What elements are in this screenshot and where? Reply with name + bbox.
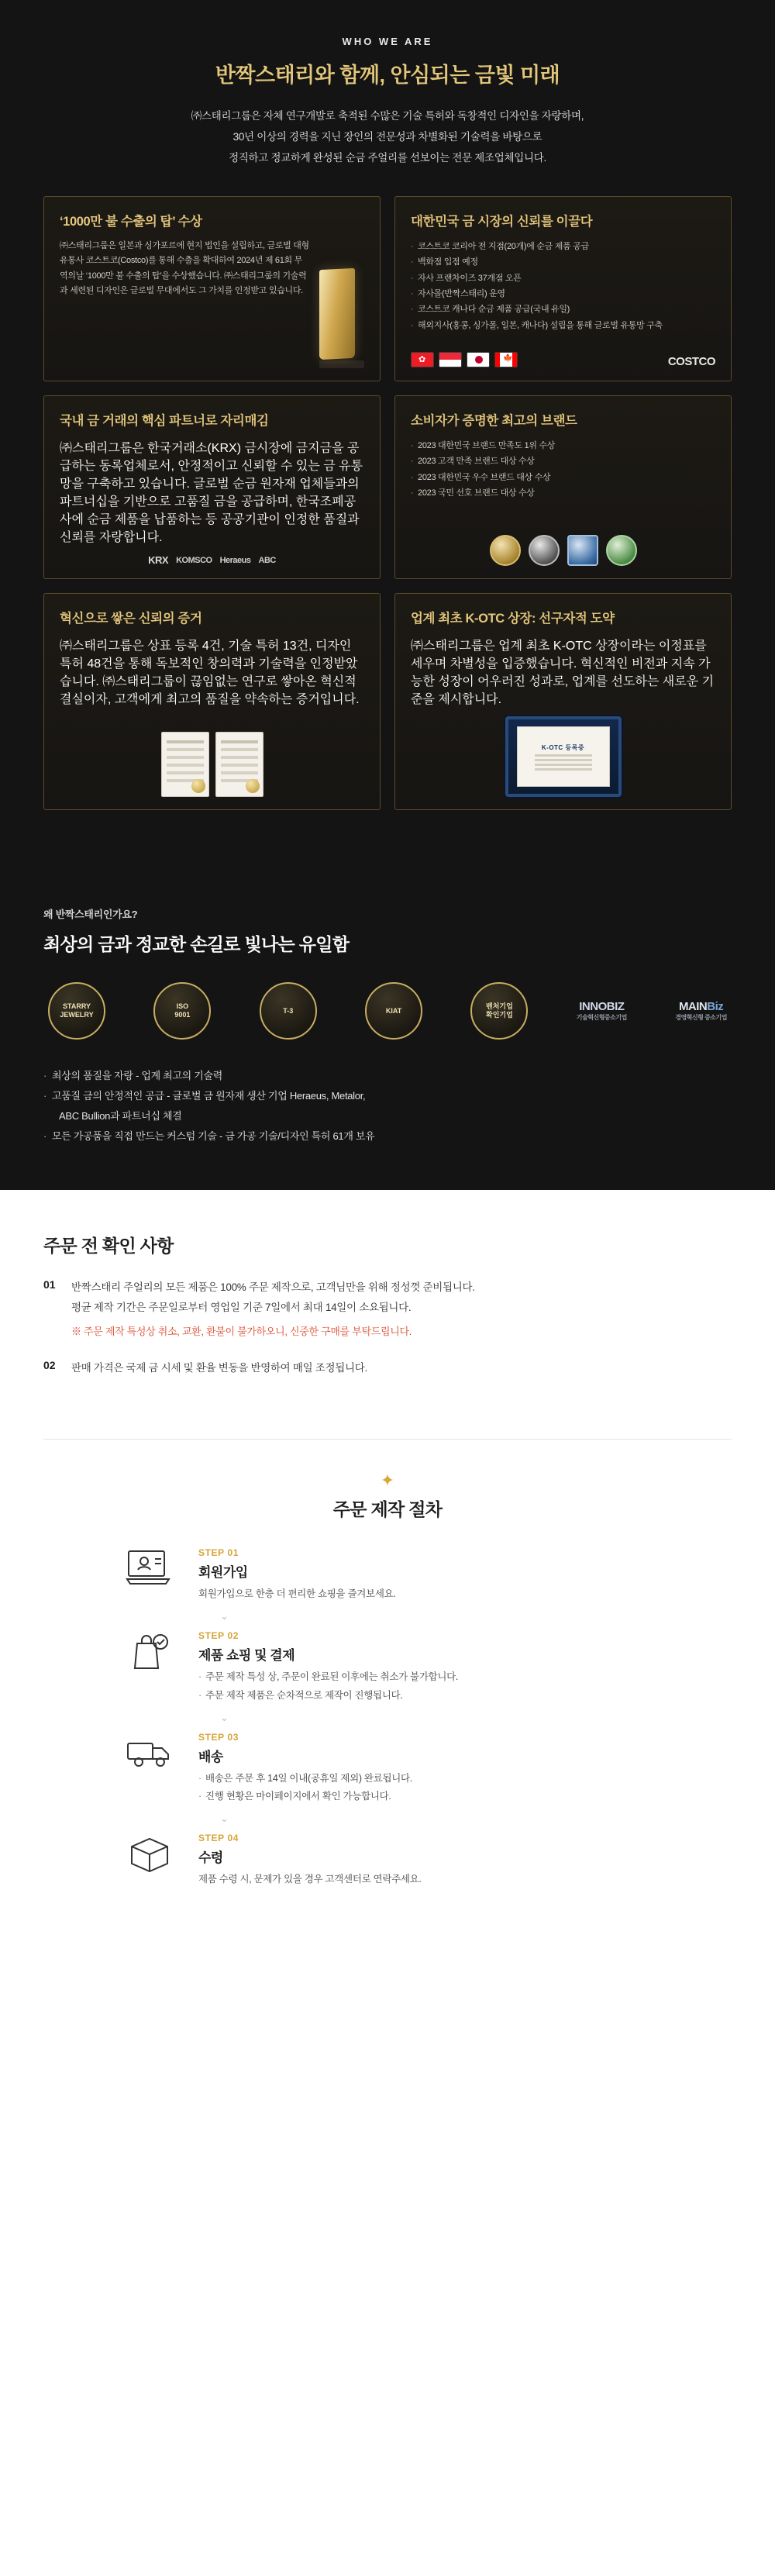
step-name: 수령 bbox=[198, 1850, 223, 1866]
notice-section bbox=[0, 1190, 775, 1419]
list-item: · 2023 대한민국 우수 브랜드 대상 수상 bbox=[411, 470, 715, 485]
step-name: 제품 쇼핑 및 결제 bbox=[198, 1648, 295, 1664]
why-points-list bbox=[43, 1066, 732, 1147]
why-title: 최상의 금과 정교한 손길로 빛나는 유일함 bbox=[43, 934, 350, 955]
innobiz-badge-icon: INNOBIZ 기술혁신형중소기업 bbox=[576, 1000, 627, 1022]
list-item: · 자사 프랜차이즈 37개점 오픈 bbox=[411, 271, 715, 286]
singapore-flag-icon bbox=[439, 352, 462, 367]
process-step-02 bbox=[121, 1627, 732, 1705]
costco-logo: COSTCO bbox=[667, 355, 715, 369]
package-box-icon bbox=[121, 1829, 178, 1878]
certification-badge-row bbox=[43, 982, 732, 1040]
notice-warning: ※ 주문 제작 특성상 취소, 교환, 환불이 불가하오니, 신중한 구매를 부탁드립니다. bbox=[71, 1325, 412, 1337]
list-item: · 진행 현황은 마이페이지에서 확인 가능합니다. bbox=[198, 1788, 412, 1806]
award-seal-icon bbox=[567, 535, 598, 566]
hero-title: 반짝스태리와 함께, 안심되는 금빛 미래 bbox=[215, 64, 560, 87]
step-description: 회원가입으로 한층 더 편리한 쇼핑을 즐겨보세요. bbox=[198, 1588, 396, 1600]
why-section bbox=[0, 857, 775, 1190]
list-item: · 주문 제작 특성 상, 주문이 완료된 이후에는 취소가 불가합니다. bbox=[198, 1668, 458, 1687]
award-seal-icon bbox=[529, 535, 560, 566]
list-item: · 코스트코 캐나다 순금 제품 공급(국내 유일) bbox=[411, 302, 715, 317]
hero-desc-line-1: ㈜스태리그룹은 자체 연구개발로 축적된 수많은 기술 특허와 독창적인 디자인을 자랑하며, bbox=[191, 110, 584, 122]
list-item: · 모든 가공품을 직접 만드는 커스텀 기술 - 금 가공 기술/디자인 특허 61개 보유 bbox=[43, 1126, 732, 1147]
process-section bbox=[0, 1440, 775, 1936]
abc-bullion-logo: ABC bbox=[258, 555, 276, 565]
notice-line: 평균 제작 기간은 주문일로부터 영업일 기준 7일에서 최대 14일이 소요됩니다. bbox=[71, 1302, 412, 1314]
list-item: ABC Bullion과 파트너십 체결 bbox=[59, 1110, 182, 1122]
heraeus-logo: Heraeus bbox=[219, 555, 251, 565]
shopping-bag-icon bbox=[121, 1627, 178, 1675]
hongkong-flag-icon bbox=[411, 352, 434, 367]
step-name: 회원가입 bbox=[198, 1565, 248, 1581]
iso-badge-icon: ISO 9001 bbox=[153, 982, 211, 1040]
t3-badge-icon: T-3 bbox=[260, 982, 317, 1040]
card-title: ‘1000만 불 수출의 탑’ 수상 bbox=[60, 215, 202, 229]
award-seal-icon bbox=[490, 535, 521, 566]
chevron-down-icon: ⌄ bbox=[220, 1812, 229, 1825]
card-text: ㈜스태리그룹은 일본과 싱가포르에 현지 법인을 설립하고, 글로벌 대형 유통사 코스트코(Costco)를 통해 수출을 확대하여 2024년 제 61회 무역의날 ‘1000만 불 수출의 탑’을 수상했습니다. ㈜스태리그룹의 기술력과 세련된 디자인은 글로벌 무대에서도 그 가치를 인정받고 있습니다. bbox=[60, 241, 309, 295]
list-item: · 자사몰(반짝스태리) 운영 bbox=[411, 286, 715, 302]
step-name: 배송 bbox=[198, 1749, 223, 1764]
list-item: · 배송은 주문 후 14일 이내(공휴일 제외) 완료됩니다. bbox=[198, 1770, 412, 1788]
starry-jewelry-badge-icon: STARRY JEWELRY bbox=[48, 982, 105, 1040]
process-step-04 bbox=[121, 1829, 732, 1889]
hero-description bbox=[70, 105, 705, 168]
country-flags bbox=[411, 352, 518, 367]
card-bullet-list bbox=[411, 239, 715, 333]
card-patents bbox=[43, 593, 381, 810]
card-krx-partner bbox=[43, 395, 381, 579]
why-eyebrow: 왜 반짝스태리인가요? bbox=[43, 909, 138, 921]
japan-flag-icon bbox=[467, 352, 490, 367]
list-item: · 2023 국민 선호 브랜드 대상 수상 bbox=[411, 485, 715, 501]
card-text: ㈜스태리그룹은 업계 최초 K-OTC 상장이라는 이정표를 세우며 차별성을 입증했습니다. 혁신적인 비전과 지속 가능한 성장이 어우러진 성과로, 업계를 선도하는 새로운 기준을 제시합니다. bbox=[411, 640, 715, 707]
hero-desc-line-3: 정직하고 정교하게 완성된 순금 주얼리를 선보이는 전문 제조업체입니다. bbox=[229, 152, 546, 164]
list-item: · 2023 고객 만족 브랜드 대상 수상 bbox=[411, 453, 715, 469]
plaque-title: K-OTC 등록증 bbox=[541, 743, 585, 751]
list-item: · 2023 대한민국 브랜드 만족도 1위 수상 bbox=[411, 438, 715, 453]
komsco-logo: KOMSCO bbox=[176, 555, 212, 565]
list-item: · 백화점 입점 예정 bbox=[411, 254, 715, 270]
achievement-cards bbox=[43, 196, 732, 810]
kotc-plaque-icon bbox=[505, 716, 622, 797]
hero-eyebrow: WHO WE ARE bbox=[342, 36, 433, 47]
card-text: ㈜스태리그룹은 한국거래소(KRX) 금시장에 금지금을 공급하는 동록업체로서, 안정적이고 신뢰할 수 있는 금 유통망을 구축하고 있습니다. 글로벌 순금 원자재 업체들과의 파트너십을 기반으로 고품질 금을 공급하며, 한국조폐공사에 순금 제품을 납품하는 등 공공기관이 인정한 품질과 신뢰를 자랑합니다. bbox=[60, 442, 363, 545]
card-export-tower bbox=[43, 196, 381, 381]
award-seal-row bbox=[411, 535, 715, 566]
certificate-icon bbox=[161, 732, 209, 797]
step-label: STEP 03 bbox=[198, 1731, 239, 1743]
card-title: 국내 금 거래의 핵심 파트너로 자리매김 bbox=[60, 414, 269, 429]
gold-tower-icon bbox=[319, 239, 364, 368]
step-label: STEP 04 bbox=[198, 1833, 239, 1844]
card-kotc-listing bbox=[394, 593, 732, 810]
step-label: STEP 02 bbox=[198, 1630, 239, 1642]
card-title: 혁신으로 쌓은 신뢰의 증거 bbox=[60, 612, 202, 626]
chevron-down-icon: ⌄ bbox=[220, 1610, 229, 1623]
chevron-down-icon: ⌄ bbox=[220, 1711, 229, 1723]
partner-logo-row bbox=[60, 554, 364, 566]
list-item: · 고품질 금의 안정적인 공급 - 글로벌 금 원자재 생산 기업 Heraeus, Metalor, bbox=[43, 1086, 732, 1106]
list-item: · 코스트코 코리아 전 지점(20개)에 순금 제품 공급 bbox=[411, 239, 715, 254]
notice-item-01 bbox=[43, 1278, 732, 1341]
hero-section bbox=[0, 0, 775, 857]
mainbiz-badge-icon: MAINBiz 경영혁신형 중소기업 bbox=[675, 1000, 727, 1022]
krx-logo: KRX bbox=[148, 554, 169, 567]
list-item: · 최상의 품질을 자랑 - 업계 최고의 기술력 bbox=[43, 1066, 732, 1086]
card-title: 업계 최초 K-OTC 상장: 선구자적 도약 bbox=[411, 612, 615, 626]
card-title: 대한민국 금 시장의 신뢰를 이끌다 bbox=[411, 215, 593, 229]
notice-number: 02 bbox=[43, 1359, 56, 1372]
notice-number: 01 bbox=[43, 1278, 56, 1291]
card-bullet-list bbox=[411, 438, 715, 501]
hero-desc-line-2: 30년 이상의 경력을 지닌 장인의 전문성과 차별화된 기술력을 바탕으로 bbox=[232, 131, 542, 143]
step-description bbox=[198, 1668, 458, 1705]
delivery-truck-icon bbox=[121, 1729, 178, 1777]
kiat-badge-icon: KIAT bbox=[365, 982, 422, 1040]
list-item: · 해외지사(홍콩, 싱가폴, 일본, 캐나다) 설립을 통해 글로벌 유통망 구축 bbox=[411, 318, 715, 333]
process-title: 주문 제작 절차 bbox=[332, 1499, 443, 1520]
notice-line: 반짝스태리 주얼리의 모든 제품은 100% 주문 제작으로, 고객님만을 위해 정성껏 준비됩니다. bbox=[71, 1281, 475, 1294]
award-seal-icon bbox=[606, 535, 637, 566]
notice-item-02 bbox=[43, 1358, 732, 1378]
step-description bbox=[198, 1770, 412, 1807]
card-title: 소비자가 증명한 최고의 브랜드 bbox=[411, 414, 577, 429]
venture-badge-icon: 벤처기업 확인기업 bbox=[470, 982, 528, 1040]
process-steps bbox=[43, 1544, 732, 1889]
certificate-images bbox=[60, 732, 364, 797]
step-label: STEP 01 bbox=[198, 1547, 239, 1559]
card-text: ㈜스태리그룹은 상표 등록 4건, 기술 특허 13건, 디자인 특허 48건을 통해 독보적인 창의력과 기술력을 인정받았습니다. ㈜스태리그룹이 끊임없는 연구로 쌓아온 혁신적 결실이자, 고객에게 최고의 품질을 약속하는 증거입니다. bbox=[60, 640, 360, 707]
sparkle-icon: ✦ bbox=[380, 1471, 395, 1491]
list-item: · 주문 제작 제품은 순차적으로 제작이 진행됩니다. bbox=[198, 1687, 458, 1705]
card-market-trust bbox=[394, 196, 732, 381]
certificate-icon bbox=[215, 732, 264, 797]
notice-title: 주문 전 확인 사항 bbox=[43, 1236, 174, 1257]
process-step-01 bbox=[121, 1544, 732, 1604]
member-signup-icon bbox=[121, 1544, 178, 1592]
card-brand-awards bbox=[394, 395, 732, 579]
notice-line: 판매 가격은 국제 금 시세 및 환율 변동을 반영하여 매일 조정됩니다. bbox=[71, 1362, 367, 1374]
process-step-03 bbox=[121, 1729, 732, 1807]
canada-flag-icon bbox=[494, 352, 518, 367]
step-description: 제품 수령 시, 문제가 있을 경우 고객센터로 연락주세요. bbox=[198, 1874, 422, 1885]
